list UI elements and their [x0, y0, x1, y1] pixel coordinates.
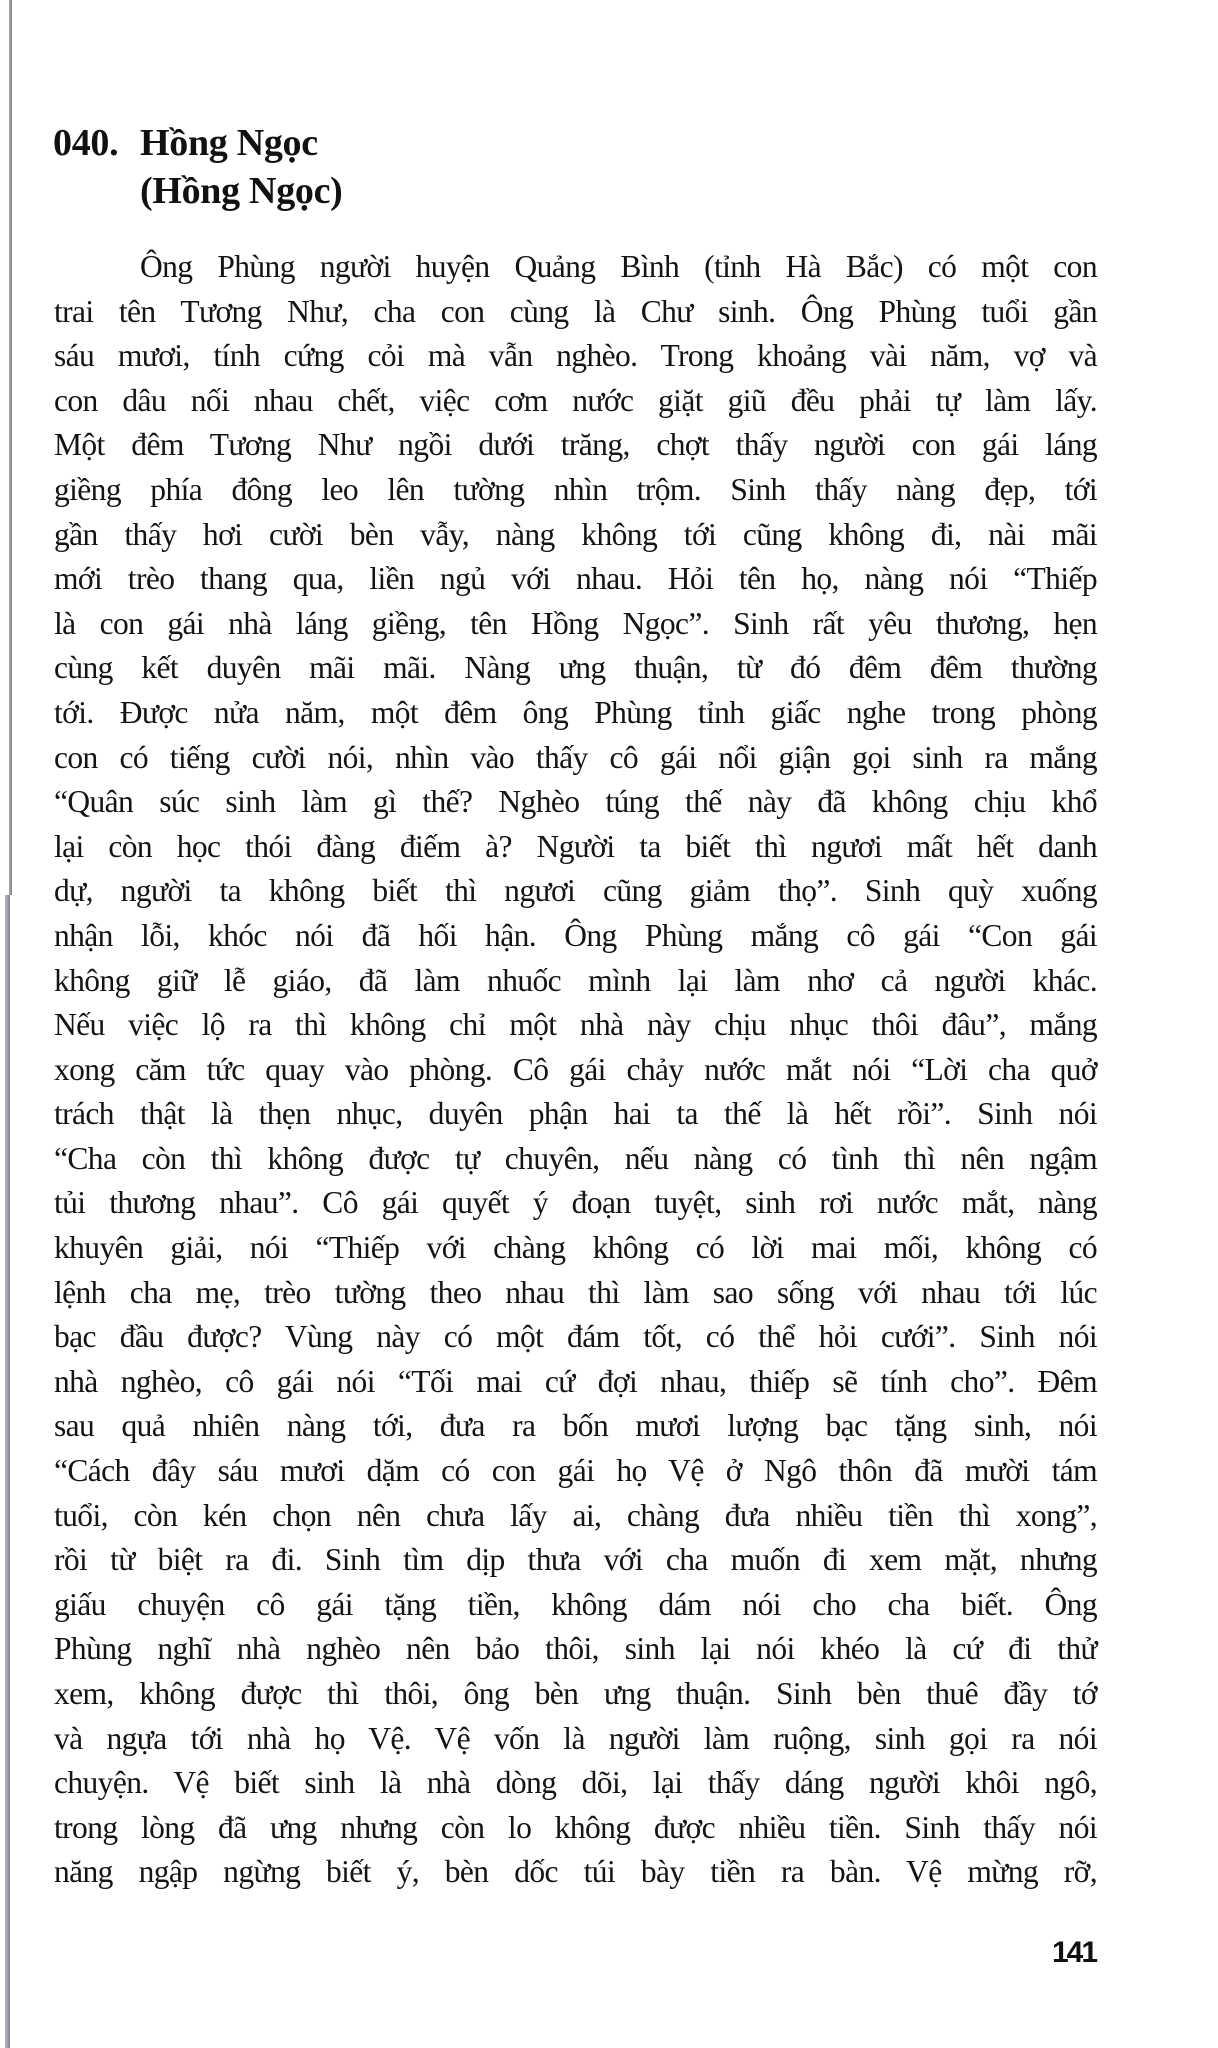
body-line — [54, 379, 1097, 424]
body-line-text: Ông Phùng người huyện Quảng Bình (tỉnh Hà Bắc) có một con — [140, 249, 1097, 284]
body-line-text: con dâu nối nhau chết, việc cơm nước giặt giũ đều phải tự làm lấy. — [54, 382, 1097, 418]
body-line — [54, 513, 1097, 558]
body-line-text: con có tiếng cười nói, nhìn vào thấy cô gái nổi giận gọi sinh ra mắng — [54, 739, 1097, 775]
body-line-text: gần thấy hơi cười bèn vẫy, nàng không tới cũng không đi, nài mãi — [54, 516, 1097, 552]
body-line — [54, 1494, 1097, 1539]
body-line — [54, 869, 1097, 914]
body-line — [54, 557, 1097, 602]
story-number: 040. — [53, 122, 119, 164]
story-title: Hồng Ngọc — [140, 122, 318, 164]
story-body — [54, 245, 1097, 1895]
body-line-text: dự, người ta không biết thì ngươi cũng giảm thọ”. Sinh quỳ xuống — [54, 873, 1097, 909]
body-line — [54, 1761, 1097, 1806]
body-line-text: là con gái nhà láng giềng, tên Hồng Ngọc”. Sinh rất yêu thương, hẹn — [54, 605, 1097, 641]
body-line-text: “Cách đây sáu mươi dặm có con gái họ Vệ ở Ngô thôn đã mười tám — [54, 1453, 1097, 1489]
body-line-text: sau quả nhiên nàng tới, đưa ra bốn mươi lượng bạc tặng sinh, nói — [54, 1408, 1097, 1444]
body-line-text: cùng kết duyên mãi mãi. Nàng ưng thuận, từ đó đêm đêm thường — [54, 650, 1097, 686]
body-line — [54, 1226, 1097, 1271]
body-line-text: “Quân súc sinh làm gì thế? Nghèo túng thế này đã không chịu khổ — [54, 784, 1097, 820]
body-line-text: chuyện. Vệ biết sinh là nhà dòng dõi, lại thấy dáng người khôi ngô, — [54, 1765, 1097, 1801]
body-line — [54, 1404, 1097, 1449]
body-line-text: tới. Được nửa năm, một đêm ông Phùng tỉnh giấc nghe trong phòng — [54, 694, 1097, 730]
body-line-text: năng ngập ngừng biết ý, bèn dốc túi bày tiền ra bàn. Vệ mừng rỡ, — [54, 1854, 1097, 1890]
body-line-text: trách thật là thẹn nhục, duyên phận hai ta thế là hết rồi”. Sinh nói — [54, 1096, 1097, 1132]
body-line-text: và ngựa tới nhà họ Vệ. Vệ vốn là người làm ruộng, sinh gọi ra nói — [54, 1720, 1097, 1756]
body-line-text: trong lòng đã ưng nhưng còn lo không được nhiều tiền. Sinh thấy nói — [54, 1809, 1097, 1845]
body-line — [54, 290, 1097, 335]
body-line — [54, 1360, 1097, 1405]
page-left-edge-shadow-lower — [5, 895, 10, 2048]
body-line-text: tủi thương nhau”. Cô gái quyết ý đoạn tuyệt, sinh rơi nước mắt, nàng — [54, 1185, 1097, 1221]
body-line — [54, 602, 1097, 647]
body-line-text: lại còn học thói đàng điếm à? Người ta biết thì ngươi mất hết danh — [54, 828, 1097, 864]
body-line — [54, 1538, 1097, 1583]
body-line-text: khuyên giải, nói “Thiếp với chàng không có lời mai mối, không có — [54, 1230, 1097, 1266]
body-line — [54, 691, 1097, 736]
body-line-text: nhận lỗi, khóc nói đã hối hận. Ông Phùng mắng cô gái “Con gái — [54, 917, 1097, 953]
body-line-text: không giữ lễ giáo, đã làm nhuốc mình lại làm nhơ cả người khác. — [54, 962, 1097, 998]
body-line — [54, 1315, 1097, 1360]
body-line-text: sáu mươi, tính cứng cỏi mà vẫn nghèo. Trong khoảng vài năm, vợ và — [54, 338, 1097, 374]
body-line — [54, 780, 1097, 825]
body-line — [54, 468, 1097, 513]
body-line — [54, 646, 1097, 691]
body-line — [54, 1627, 1097, 1672]
body-line — [54, 1850, 1097, 1895]
body-line — [54, 1717, 1097, 1762]
page-number: 141 — [1052, 1936, 1097, 1969]
body-line — [54, 1137, 1097, 1182]
body-line — [54, 1092, 1097, 1137]
story-heading — [53, 119, 343, 215]
body-line — [54, 334, 1097, 379]
page-left-edge-shadow — [9, 0, 12, 895]
body-line — [54, 736, 1097, 781]
body-line — [54, 1583, 1097, 1628]
body-line — [54, 1181, 1097, 1226]
body-line — [54, 423, 1097, 468]
body-line — [54, 1271, 1097, 1316]
body-line-text: Một đêm Tương Như ngồi dưới trăng, chợt thấy người con gái láng — [54, 427, 1097, 463]
body-line-text: “Cha còn thì không được tự chuyên, nếu nàng có tình thì nên ngậm — [54, 1140, 1097, 1176]
body-line — [54, 1449, 1097, 1494]
body-line — [54, 1806, 1097, 1851]
story-subtitle: (Hồng Ngọc) — [140, 170, 343, 212]
body-line-text: lệnh cha mẹ, trèo tường theo nhau thì làm sao sống với nhau tới lúc — [54, 1274, 1097, 1310]
body-line — [54, 914, 1097, 959]
body-line-text: Nếu việc lộ ra thì không chỉ một nhà này chịu nhục thôi đâu”, mắng — [54, 1007, 1097, 1043]
body-line-text: giấu chuyện cô gái tặng tiền, không dám nói cho cha biết. Ông — [54, 1586, 1097, 1622]
body-line-text: mới trèo thang qua, liền ngủ với nhau. Hỏi tên họ, nàng nói “Thiếp — [54, 561, 1097, 597]
body-line-text: Phùng nghĩ nhà nghèo nên bảo thôi, sinh lại nói khéo là cứ đi thử — [54, 1631, 1097, 1667]
body-line-text: tuổi, còn kén chọn nên chưa lấy ai, chàng đưa nhiều tiền thì xong”, — [54, 1497, 1097, 1533]
body-line — [54, 245, 1097, 290]
body-line-text: bạc đầu được? Vùng này có một đám tốt, có thể hỏi cưới”. Sinh nói — [54, 1319, 1097, 1355]
body-line-text: nhà nghèo, cô gái nói “Tối mai cứ đợi nhau, thiếp sẽ tính cho”. Đêm — [54, 1363, 1097, 1399]
body-line-text: giềng phía đông leo lên tường nhìn trộm. Sinh thấy nàng đẹp, tới — [54, 471, 1097, 507]
body-line-text: xem, không được thì thôi, ông bèn ưng thuận. Sinh bèn thuê đầy tớ — [54, 1676, 1097, 1711]
body-line-text: xong căm tức quay vào phòng. Cô gái chảy nước mắt nói “Lời cha quở — [54, 1051, 1097, 1087]
body-line — [54, 1672, 1097, 1717]
body-line — [54, 825, 1097, 870]
body-line-text: trai tên Tương Như, cha con cùng là Chư sinh. Ông Phùng tuổi gần — [54, 293, 1097, 329]
body-line-text: rồi từ biệt ra đi. Sinh tìm dịp thưa với cha muốn đi xem mặt, nhưng — [54, 1542, 1097, 1578]
body-line — [54, 1048, 1097, 1093]
body-line — [54, 959, 1097, 1004]
body-line — [54, 1003, 1097, 1048]
